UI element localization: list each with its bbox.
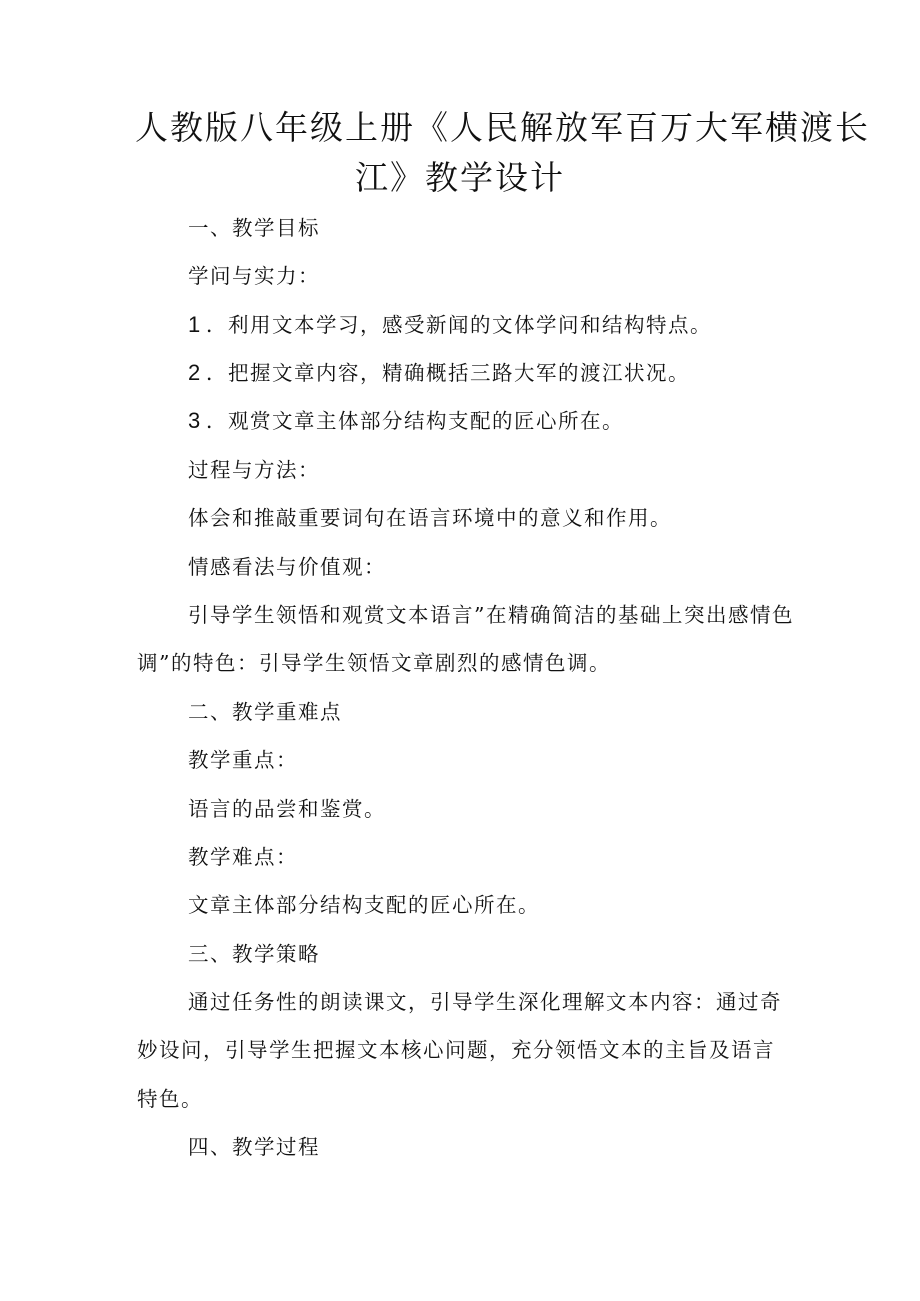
objective-text: ．利用文本学习，感受新闻的文体学问和结构特点。 bbox=[206, 313, 712, 337]
document-title-line-2: 江》教学设计 bbox=[355, 158, 565, 197]
section-heading-process: 四、教学过程 bbox=[188, 1135, 320, 1159]
subheading-knowledge-ability: 学问与实力： bbox=[188, 264, 320, 288]
objective-item-1 bbox=[188, 311, 712, 339]
objective-item-2 bbox=[188, 359, 690, 387]
key-points-text: 语言的品尝和鉴赏。 bbox=[188, 797, 386, 821]
subheading-difficult-points: 教学难点： bbox=[188, 845, 298, 869]
section-heading-objectives: 一、教学目标 bbox=[188, 216, 320, 240]
emotion-text-line-2: 调”的特色：引导学生领悟文章剧烈的感情色调。 bbox=[137, 651, 611, 675]
difficult-points-text: 文章主体部分结构支配的匠心所在。 bbox=[188, 893, 540, 917]
emotion-text-line-1: 引导学生领悟和观赏文本语言”在精确简洁的基础上突出感情色 bbox=[188, 603, 794, 627]
section-heading-key-difficult: 二、教学重难点 bbox=[188, 700, 342, 724]
objective-number: 1 bbox=[188, 312, 202, 337]
objective-number: 3 bbox=[188, 408, 202, 433]
process-text: 体会和推敲重要词句在语言环境中的意义和作用。 bbox=[188, 506, 672, 530]
objective-text: ．观赏文章主体部分结构支配的匠心所在。 bbox=[206, 409, 624, 433]
objective-number: 2 bbox=[188, 360, 202, 385]
subheading-process-method: 过程与方法： bbox=[188, 458, 320, 482]
strategy-text-line-3: 特色。 bbox=[137, 1087, 203, 1111]
objective-item-3 bbox=[188, 407, 624, 435]
section-heading-strategy: 三、教学策略 bbox=[188, 942, 320, 966]
document-title-line-1: 人教版八年级上册《人民解放军百万大军横渡长 bbox=[135, 108, 870, 147]
subheading-key-points: 教学重点： bbox=[188, 748, 298, 772]
objective-text: ．把握文章内容，精确概括三路大军的渡江状况。 bbox=[206, 361, 690, 385]
strategy-text-line-1: 通过任务性的朗读课文，引导学生深化理解文本内容：通过奇 bbox=[188, 990, 782, 1014]
subheading-emotion-values: 情感看法与价值观： bbox=[188, 555, 386, 579]
strategy-text-line-2: 妙设问，引导学生把握文本核心问题，充分领悟文本的主旨及语言 bbox=[137, 1038, 775, 1062]
